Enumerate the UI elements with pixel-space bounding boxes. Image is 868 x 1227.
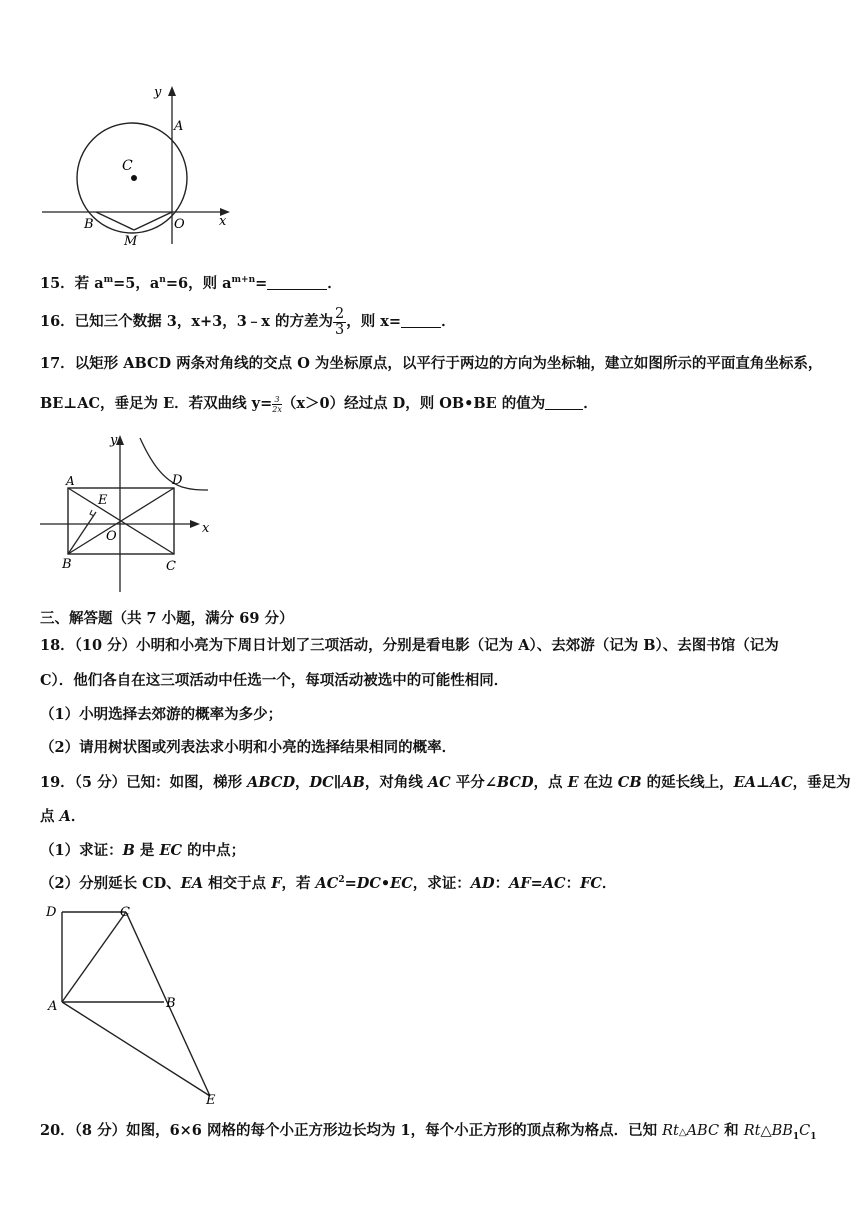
question-20: 20．（8 分）如图，6×6 网格的每个小正方形边长均为 1，每个小正方形的顶点称为格点．已知 Rt△ABC 和 $Rt\triangle BB_1C_1$ xyxy=(40,1122,817,1142)
trapezoid-figure xyxy=(40,900,230,1105)
answer-blank-15[interactable] xyxy=(267,275,327,290)
question-19-part2: （2）分别延长 CD、EA 相交于点 F，若 $AC^2=DC•EC$，求证：AD：AF=AC：FC． xyxy=(40,875,617,892)
fraction-2-3: $\frac{2}{3}$ xyxy=(334,305,345,338)
label-x: x xyxy=(202,521,210,536)
answer-blank-16[interactable] xyxy=(401,313,441,328)
label-x: x xyxy=(219,214,227,229)
question-15: 15．若 $a^m=5$，$a^n=6$，则 $a^{m+n}=$ ． xyxy=(40,275,342,292)
label-a: A xyxy=(66,474,75,488)
label-a: A xyxy=(174,119,184,134)
label-b: B xyxy=(166,996,176,1011)
label-o: O xyxy=(174,217,185,232)
label-a: A xyxy=(48,999,58,1014)
question-19-line1: 19．（5 分）已知：如图，梯形 ABCD，DC∥AB，对角线 AC 平分∠BCD，点 E 在边 CB 的延长线上，EA⊥AC，垂足为 xyxy=(40,774,851,791)
label-c: C xyxy=(122,158,133,174)
section-3-header: 三、解答题（共 7 小题，满分 69 分） xyxy=(40,610,294,627)
label-e: E xyxy=(206,1093,216,1105)
label-y: y xyxy=(110,433,118,448)
question-18-line1: 18．（10 分）小明和小亮为下周日计划了三项活动，分别是看电影（记为 A）、去郊游（记为 B）、去图书馆（记为 xyxy=(40,637,779,654)
question-18-line2: C）．他们各自在这三项活动中任选一个，每项活动被选中的可能性相同． xyxy=(40,672,509,689)
fraction-3-2x: $\frac{3}{2x}$ xyxy=(272,394,282,414)
circle-figure xyxy=(36,82,236,250)
label-e: E xyxy=(98,493,108,508)
label-m: M xyxy=(124,234,138,249)
question-18-part1: （1）小明选择去郊游的概率为多少； xyxy=(40,706,283,723)
label-b: B xyxy=(62,557,72,572)
question-16: 16．已知三个数据 3，x+3，3﹣x 的方差为 $\frac{2}{3}$ ，则 x= ． xyxy=(40,305,456,338)
label-d: D xyxy=(46,905,57,920)
question-19-part1: （1）求证：B 是 EC 的中点； xyxy=(40,842,246,859)
question-18-part2: （2）请用树状图或列表法求小明和小亮的选择结果相同的概率． xyxy=(40,739,457,756)
label-c: C xyxy=(120,905,130,920)
label-b: B xyxy=(84,217,94,232)
question-17-line2: BE⊥AC，垂足为 E．若双曲线 y= $\frac{3}{2x}$ （x＞0）经过点 D，则 OB•BE 的值为 ． xyxy=(40,394,598,414)
label-c: C xyxy=(166,559,176,574)
label-d: D xyxy=(172,473,183,488)
label-y: y xyxy=(154,85,162,100)
answer-blank-17[interactable] xyxy=(545,395,583,410)
rectangle-hyperbola-figure xyxy=(36,430,226,600)
question-19-line2: 点 A． xyxy=(40,808,86,825)
label-o: O xyxy=(106,529,117,544)
question-17-line1: 17．以矩形 ABCD 两条对角线的交点 O 为坐标原点，以平行于两边的方向为坐标轴，建立如图所示的平面直角坐标系， xyxy=(40,355,823,372)
